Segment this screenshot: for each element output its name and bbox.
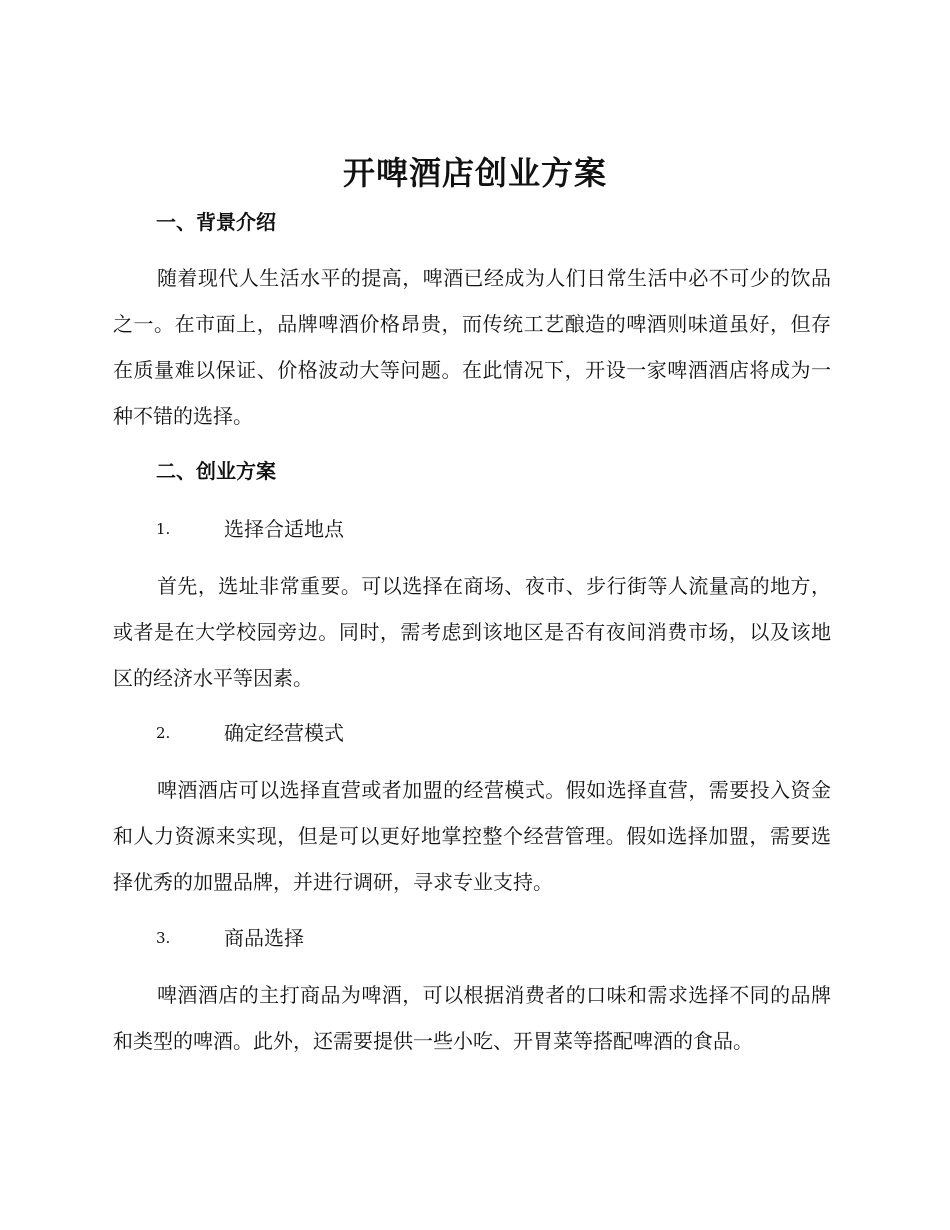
section-heading-plan: 二、创业方案 xyxy=(156,459,276,483)
list-item-number: 1. xyxy=(156,520,171,538)
paragraph-location: 首先，选址非常重要。可以选择在商场、夜市、步行街等人流量高的地方，或者是在大学校园旁边。同时，需考虑到该地区是否有夜间消费市场，以及该地区的经济水平等因素。 xyxy=(113,574,831,690)
list-item-title: 商品选择 xyxy=(224,926,304,950)
list-item-title: 确定经营模式 xyxy=(224,721,344,745)
paragraph-business-model: 啤酒酒店可以选择直营或者加盟的经营模式。假如选择直营，需要投入资金和人力资源来实现，但是可以更好地掌控整个经营管理。假如选择加盟，需要选择优秀的加盟品牌，并进行调研，寻求专业支持。 xyxy=(113,778,831,894)
paragraph-products: 啤酒酒店的主打商品为啤酒，可以根据消费者的口味和需求选择不同的品牌和类型的啤酒。此外，还需要提供一些小吃、开胃菜等搭配啤酒的食品。 xyxy=(113,983,831,1053)
document-title: 开啤酒店创业方案 xyxy=(342,154,607,192)
list-item-number: 3. xyxy=(156,929,171,947)
section-heading-background: 一、背景介绍 xyxy=(156,210,276,234)
list-item-title: 选择合适地点 xyxy=(224,517,344,541)
list-item-number: 2. xyxy=(156,724,171,742)
paragraph-background: 随着现代人生活水平的提高，啤酒已经成为人们日常生活中必不可少的饮品之一。在市面上，品牌啤酒价格昂贵，而传统工艺酿造的啤酒则味道虽好，但存在质量难以保证、价格波动大等问题。在此情况下，开设一家啤酒酒店将成为一种不错的选择。 xyxy=(113,266,831,428)
